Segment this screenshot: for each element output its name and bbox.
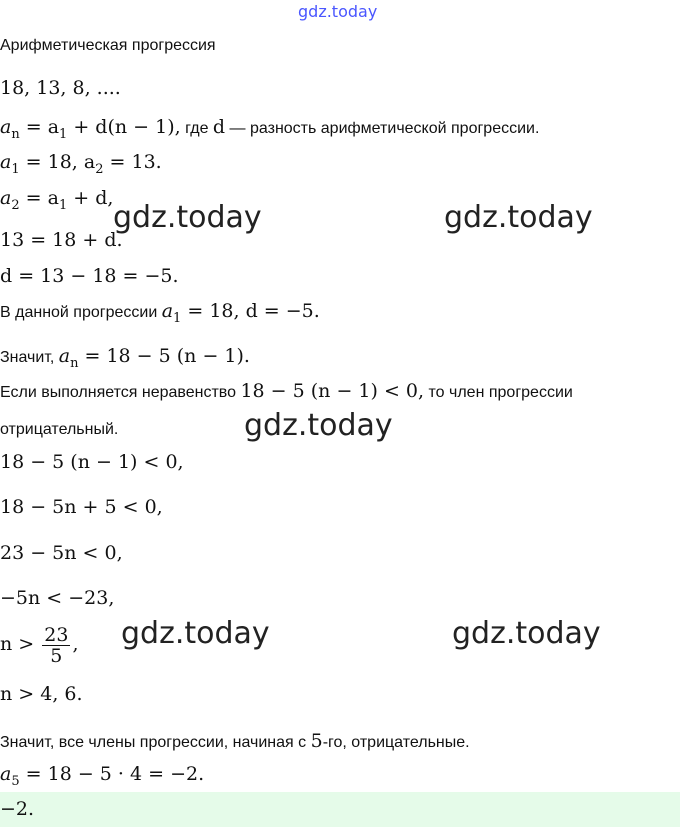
watermark: gdz.today [121,616,270,651]
heading: Арифметическая прогрессия [0,37,216,54]
watermark: gdz.today [244,408,393,443]
step-given: $a_1 = 18$, $a_2 = 13$. [0,151,162,177]
formula-d: d [212,116,226,138]
conclusion: Значит, все члены прогрессии, начиная с 5-го, отрицательные. [0,730,470,752]
formula-math: $a_n = a_1 + d(n - 1)$, [0,116,181,142]
fraction: $\frac{23}{5}$ [44,623,69,667]
watermark: gdz.today [452,616,601,651]
condition-line1: Если выполняется неравенство 18 − 5 (n − 1) < 0, то член прогрессии [0,380,573,402]
inequality-3: 23 − 5n < 0, [0,542,123,564]
inequality-6: n > 4, 6. [0,683,83,705]
step-relation: $a_2 = a_1 + d$, [0,187,114,213]
sequence: 18, 13, 8, .... [0,77,121,99]
step-difference: d = 13 − 18 = −5. [0,265,179,287]
watermark-top: gdz.today [298,2,378,21]
fifth-term: $a_5 = 18 - 5 \cdot 4 = -2$. [0,763,205,789]
inequality-2: 18 − 5n + 5 < 0, [0,496,163,518]
formula-where: где [180,120,213,137]
inequality-5: n > $\frac{23}{5}$ , [0,623,79,667]
watermark: gdz.today [113,200,262,235]
nth-term: Значит, $a_n = 18 - 5$ (n − 1). [0,345,250,371]
step-substitute: 13 = 18 + d. [0,229,123,251]
progression-params: В данной прогрессии $a_1 = 18$, d = −5. [0,300,320,326]
general-formula [0,117,539,145]
formula-definition: — разность арифметической прогрессии. [225,120,540,137]
answer: −2. [0,798,35,820]
condition-line2: отрицательный. [0,421,119,438]
watermark: gdz.today [444,200,593,235]
inequality-1: 18 − 5 (n − 1) < 0, [0,451,184,473]
answer-band [0,792,680,827]
inequality-4: −5n < −23, [0,587,115,609]
